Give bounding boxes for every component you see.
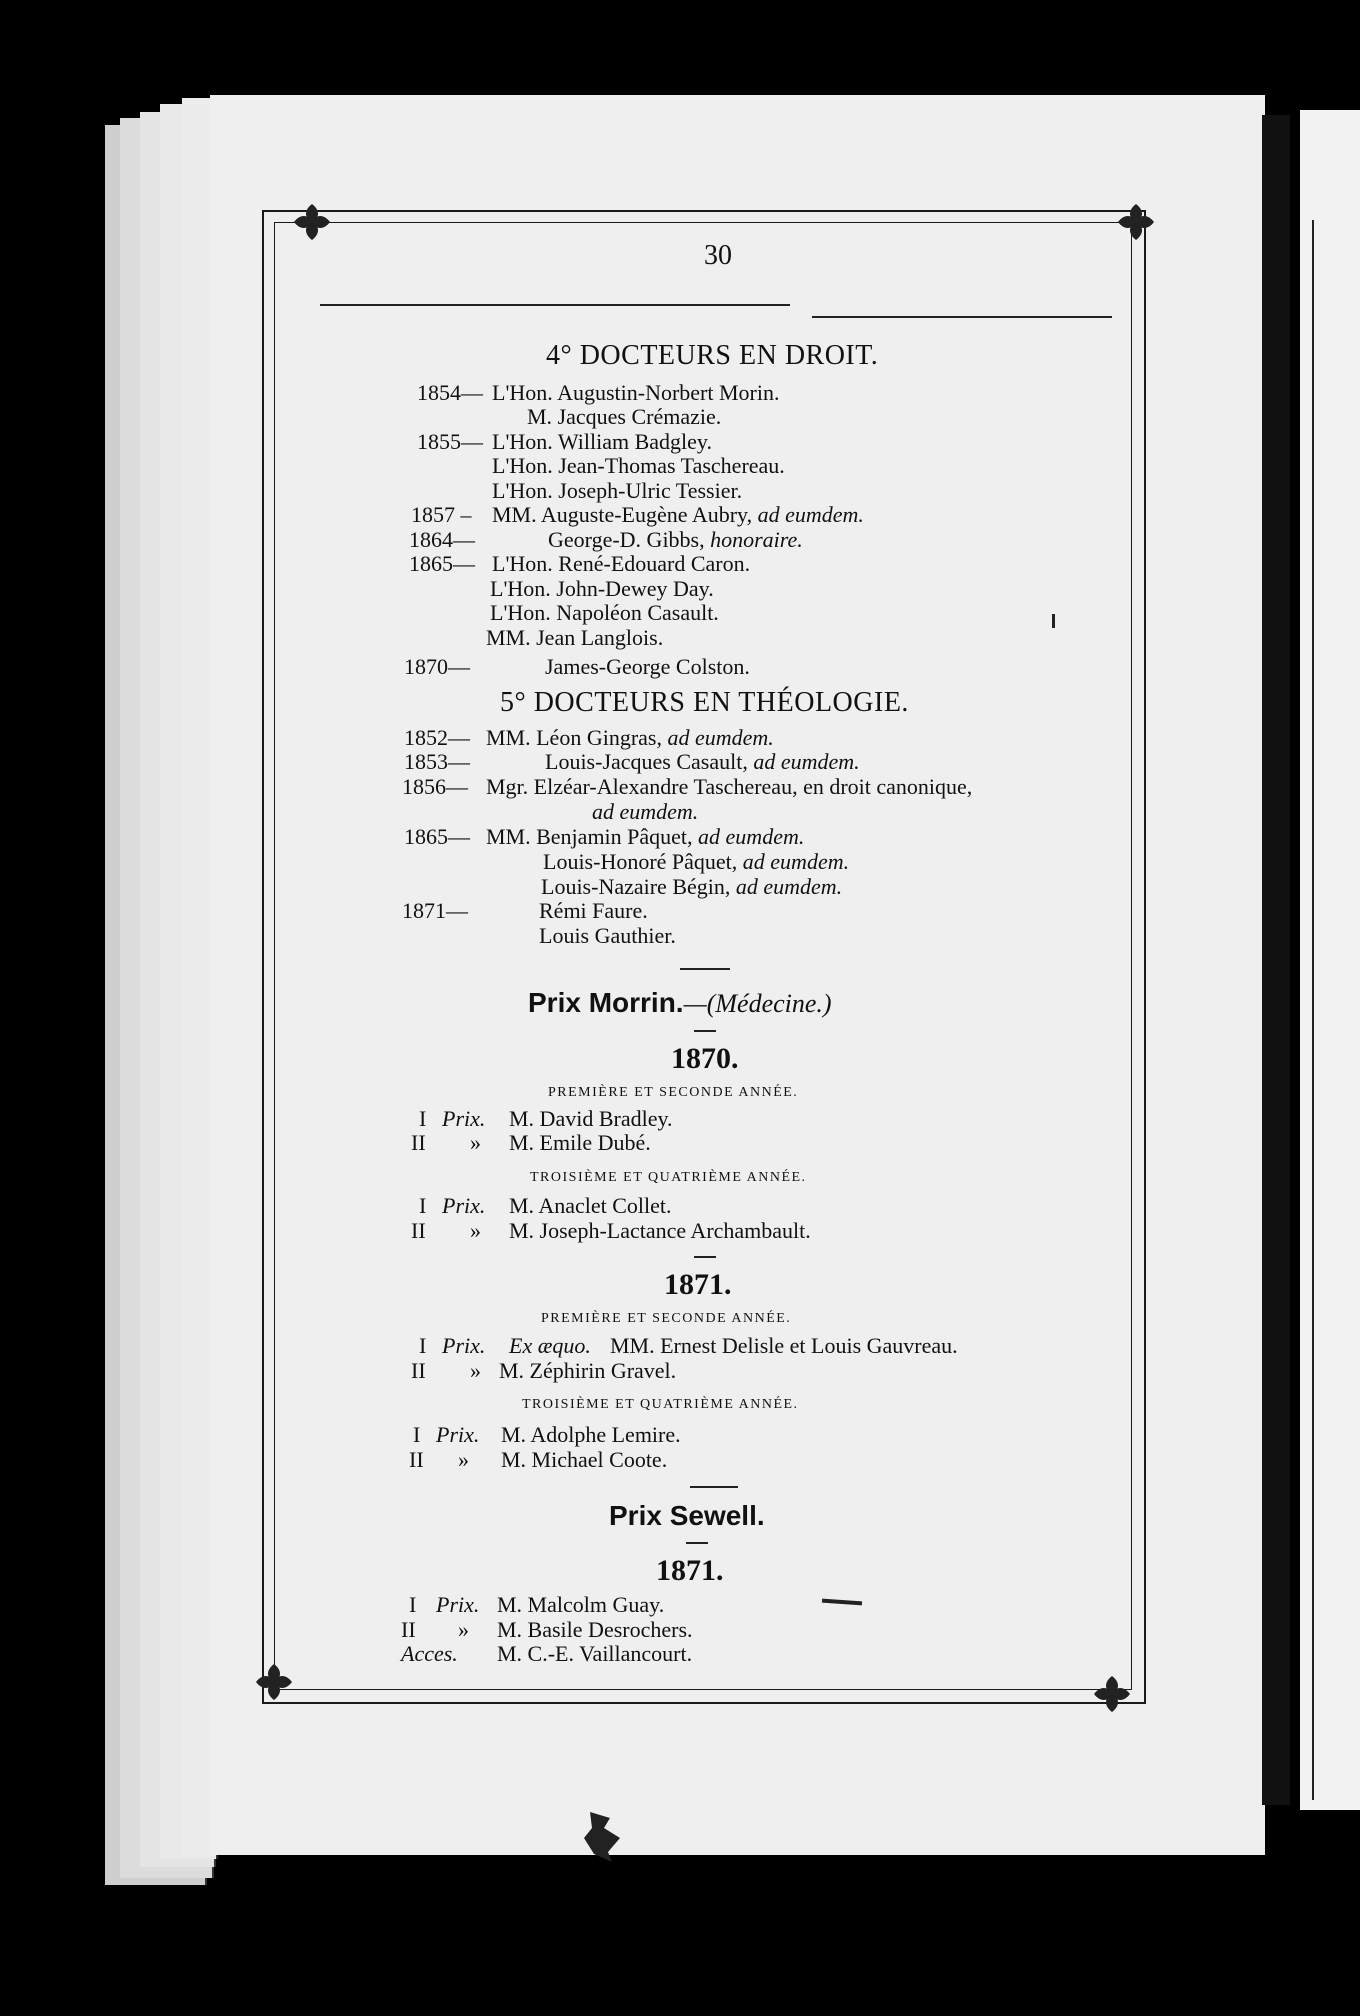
list-item-text: Louis-Honoré Pâquet, [543,849,738,874]
list-item-year: 1852— [404,725,470,750]
prize-winner: M. C.-E. Vaillancourt. [497,1641,693,1666]
list-item [541,876,842,898]
prize-winner: M. Joseph-Lactance Archambault. [509,1218,811,1243]
adjacent-page [1300,110,1360,1810]
year-heading: 1871. [656,1554,724,1587]
prize-rank: II [411,1358,426,1383]
year-heading: 1871. [664,1268,732,1301]
list-item-year: 1854— [417,380,483,405]
list-item [592,801,698,823]
section-divider [680,968,730,970]
list-item-note: ad eumdem. [698,824,805,849]
list-item-note: ad eumdem. [735,874,843,899]
group-heading: PREMIÈRE ET SECONDE ANNÉE. [548,1085,799,1100]
heading-docteurs-theologie: 5° DOCTEURS EN THÉOLOGIE. [500,687,909,718]
section-divider [686,1542,708,1544]
list-item: L'Hon. Augustin-Norbert Morin. [492,380,780,405]
section-divider [694,1030,716,1032]
list-item: L'Hon. John-Dewey Day. [490,576,714,601]
list-item: Mgr. Elzéar-Alexandre Taschereau, en droit canonique, [486,774,973,799]
prize-rank: I [419,1193,427,1218]
list-item-year: 1870— [404,654,470,679]
list-item-note: ad eumdem. [667,725,774,750]
corner-ornament-icon [1090,1672,1134,1716]
prix-morrin-title [528,989,832,1017]
section-divider [690,1486,738,1488]
list-item-year: 1856— [402,774,468,799]
list-item: L'Hon. Jean-Thomas Taschereau. [492,453,785,478]
prize-label: Prix. [436,1422,480,1447]
list-item: L'Hon. René-Edouard Caron. [492,551,751,576]
prize-note: Ex æquo. [509,1333,591,1358]
list-item: L'Hon. Joseph-Ulric Tessier. [492,478,743,503]
prize-winner: M. Basile Desrochers. [497,1617,693,1642]
prize-label: Prix. [442,1333,486,1358]
list-item-year: 1871— [402,898,468,923]
prize-winner: M. Zéphirin Gravel. [499,1358,677,1383]
prize-winner: M. Emile Dubé. [509,1130,651,1155]
list-item [486,727,774,749]
list-item-year: 1855— [417,429,483,454]
group-heading: TROISIÈME ET QUATRIÈME ANNÉE. [522,1397,799,1412]
list-item [548,529,803,551]
prize-winner: M. David Bradley. [509,1106,673,1131]
prize-label: Prix. [442,1106,486,1131]
header-rule-left [320,304,790,306]
list-item-note: ad eumdem. [742,849,850,874]
list-item-year: 1865— [409,551,475,576]
heading-docteurs-droit: 4° DOCTEURS EN DROIT. [546,340,879,371]
prize-rank: I [413,1422,421,1447]
group-heading: TROISIÈME ET QUATRIÈME ANNÉE. [530,1170,807,1185]
list-item: James-George Colston. [545,654,750,679]
ink-blot-icon [580,1808,624,1864]
list-item-text: MM. Benjamin Pâquet, [486,824,693,849]
list-item: L'Hon. William Badgley. [492,429,712,454]
prize-winner: M. Adolphe Lemire. [501,1422,681,1447]
list-item [543,851,849,873]
book-gutter [1262,115,1290,1805]
year-heading: 1870. [671,1042,739,1075]
list-item-year: 1857 – [411,502,472,527]
section-divider [694,1256,716,1258]
prix-subtitle: —(Médecine.) [683,989,832,1018]
prize-winner: M. Anaclet Collet. [509,1193,672,1218]
prize-label: » [470,1358,481,1383]
list-item-note: ad eumdem. [592,799,699,824]
group-heading: PREMIÈRE ET SECONDE ANNÉE. [541,1311,792,1326]
list-item-text: Louis-Nazaire Bégin, [541,874,731,899]
list-item: Rémi Faure. [539,898,648,923]
header-rule-right [812,316,1112,318]
prize-label: » [470,1218,481,1243]
prize-label: » [458,1447,469,1472]
list-item-year: 1853— [404,749,470,774]
list-item-text: MM. Auguste-Eugène Aubry, [492,502,753,527]
corner-ornament-icon [290,200,334,244]
prize-rank: I [409,1592,417,1617]
ink-mark [1052,614,1055,628]
prize-label: Acces. [401,1641,458,1666]
prize-rank: I [419,1106,427,1131]
corner-ornament-icon [252,1660,296,1704]
corner-ornament-icon [1114,200,1158,244]
prize-rank: I [419,1333,427,1358]
page-number: 30 [704,240,732,271]
prix-sewell-title: Prix Sewell. [609,1500,765,1531]
list-item-year: 1864— [409,527,475,552]
list-item: MM. Jean Langlois. [486,625,664,650]
prize-label: Prix. [442,1193,486,1218]
list-item: M. Jacques Crémazie. [527,404,722,429]
list-item-note: ad eumdem. [757,502,864,527]
prize-rank: II [401,1617,416,1642]
prize-winner: MM. Ernest Delisle et Louis Gauvreau. [610,1333,958,1358]
prize-rank: II [411,1130,426,1155]
prix-title: Prix Morrin. [528,987,684,1018]
prize-rank: II [409,1447,424,1472]
prize-label: » [458,1617,469,1642]
list-item-note: honoraire. [710,527,803,552]
list-item: L'Hon. Napoléon Casault. [490,600,719,625]
prize-label: Prix. [436,1592,480,1617]
prize-label: » [470,1130,481,1155]
list-item-note: ad eumdem. [753,749,860,774]
prize-rank: II [411,1218,426,1243]
list-item: Louis Gauthier. [539,923,676,948]
prize-winner: M. Michael Coote. [501,1447,668,1472]
prize-winner: M. Malcolm Guay. [497,1592,665,1617]
list-item [545,751,860,773]
list-item-text: Louis-Jacques Casault, [545,749,748,774]
list-item-year: 1865— [404,824,470,849]
list-item-text: MM. Léon Gingras, [486,725,662,750]
list-item [486,826,804,848]
list-item [492,504,864,526]
list-item-text: George-D. Gibbs, [548,527,705,552]
